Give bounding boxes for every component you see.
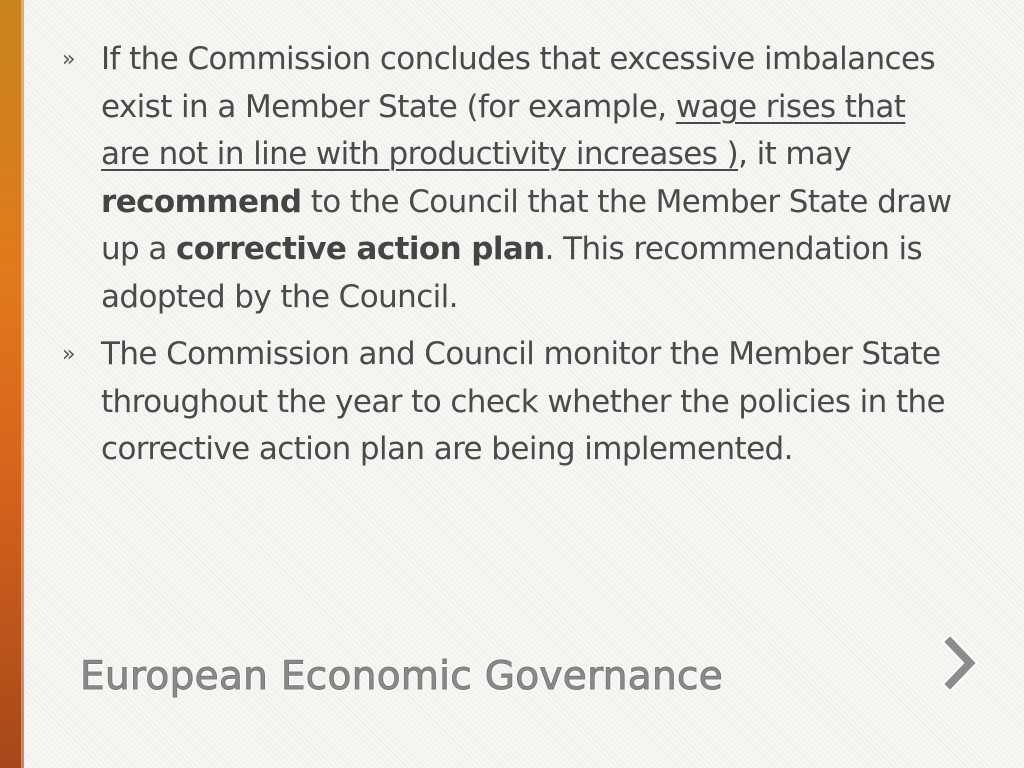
bullet-marker: » [62, 47, 75, 72]
bullet-text: , it may [738, 136, 852, 172]
bullet-text: . This recommendation is adopted by the Council. [101, 231, 923, 315]
bullet-text: to the Council that the Member State draw up a [101, 183, 952, 267]
bullet-item [62, 36, 962, 321]
accent-side-bar [0, 0, 24, 768]
chevron-right-icon[interactable] [942, 636, 978, 690]
bullet-text: The Commission and Council monitor the Member State throughout the year to check whether the policies in the corrective action plan are being implemented. [101, 336, 946, 467]
bullet-text: If the Commission concludes that excessive imbalances exist in a Member State (for example, [101, 41, 936, 125]
bold-corrective-action-plan: corrective action plan [176, 231, 545, 267]
slide-title: European Economic Governance [80, 654, 724, 699]
slide-content [62, 36, 962, 484]
bold-recommend: recommend [101, 183, 302, 220]
underlined-example: wage rises that are not in line with productivity increases ) [101, 88, 906, 172]
bullet-marker: » [62, 342, 75, 367]
bullet-item [62, 331, 962, 474]
